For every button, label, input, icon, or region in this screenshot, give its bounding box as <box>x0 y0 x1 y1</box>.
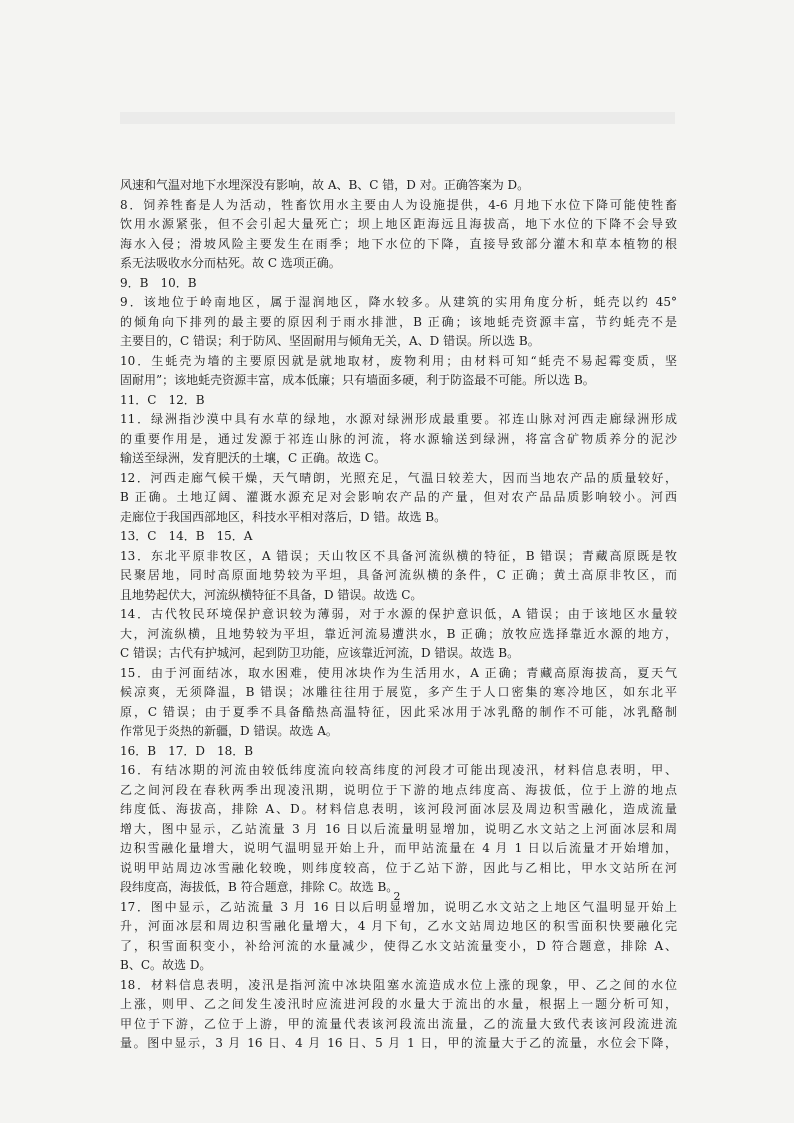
text-line: 上涨，则甲、乙之间发生凌汛时应流进河段的水量大于流出的水量，根据上一题分析可知， <box>120 997 677 1011</box>
text-line: 输送至绿洲，发育肥沃的土壤，C 正确。故选 C。 <box>120 451 386 465</box>
text-line: 14．古代牧民环境保护意识较为薄弱，对于水源的保护意识低，A 错误；由于该地区水量较 <box>120 607 677 621</box>
text-line: 作常见于炎热的新疆，D 错误。故选 A。 <box>120 724 338 738</box>
text-line: 11．绿洲指沙漠中具有水草的绿地，水源对绿洲形成最重要。祁连山脉对河西走廊绿洲形成 <box>120 412 677 426</box>
text-line: 10．生蚝壳为墙的主要原因就是就地取材，废物利用；由材料可知“蚝壳不易起霉变质，坚 <box>120 353 677 368</box>
text-line: 纬度低、海拔高，排除 A、D。材料信息表明，该河段河面冰层及周边积雪融化，造成流量 <box>120 802 677 816</box>
text-line: 乙之间河段在春秋两季出现凌汛期，说明位于下游的地点纬度高、海拔低，位于上游的地点 <box>120 782 677 797</box>
text-line: B、C。故选 D。 <box>120 958 212 972</box>
text-line: 16．有结冰期的河流由较低纬度流向较高纬度的河段才可能出现凌汛，材料信息表明，甲、 <box>120 763 677 777</box>
answer-explanation-text <box>120 176 677 1054</box>
text-line: C 错误；古代有护城河，起到防卫功能，应该靠近河流，D 错误。故选 B。 <box>120 646 520 660</box>
text-line: 系无法吸收水分而枯死。故 C 选项正确。 <box>120 256 341 270</box>
text-line: B 正确。土地辽阔、灌溉水源充足对会影响农产品的产量，但对农产品品质影响较小。河西 <box>120 490 677 504</box>
text-line: 了，积雪面积变小，补给河流的水量减少，使得乙水文站流量变小，D 符合题意，排除 A、 <box>120 938 677 953</box>
text-line: 饮用水源紧张，但不会引起大量死亡；坝上地区距海远且海拔高，地下水位的下降不会导致 <box>120 217 677 231</box>
text-line: 9．B 10．B <box>120 275 197 290</box>
text-line: 16．B 17．D 18．B <box>120 743 254 758</box>
text-line: 9．该地位于岭南地区，属于湿润地区，降水较多。从建筑的实用角度分析，蚝壳以约 45° <box>120 295 677 309</box>
text-line: 大，河流纵横，且地势较为平坦，靠近河流易遭洪水，B 正确；放牧应选择靠近水源的地方， <box>120 626 677 641</box>
text-line: 18．材料信息表明，凌汛是指河流中冰块阻塞水流造成水位上涨的现象，甲、乙之间的水位 <box>120 977 677 992</box>
text-line: 主要目的，C 错误；利于防风、坚固耐用与倾角无关，A、D 错误。所以选 B。 <box>120 334 540 348</box>
text-line: 走廊位于我国西部地区，科技水平相对落后，D 错。故选 B。 <box>120 509 447 524</box>
text-line: 甲位于下游，乙位于上游，甲的流量代表该河段流出流量，乙的流量大致代表该河段流进流 <box>120 1016 677 1031</box>
text-line: 候凉爽，无须降温，B 错误；冰雕往往用于展览，多产生于人口密集的寒冷地区，如东北平 <box>120 685 677 699</box>
text-line: 量。图中显示，3 月 16 日、4 月 16 日、5 月 1 日，甲的流量大于乙的流量，水位会下降， <box>120 1036 677 1050</box>
page-number: 2 <box>393 890 401 903</box>
text-line: 8．饲养牲畜是人为活动，牲畜饮用水主要由人为设施提供，4-6 月地下水位下降可能使牲畜 <box>120 197 677 212</box>
text-line: 风速和气温对地下水埋深没有影响，故 A、B、C 错，D 对。正确答案为 D。 <box>120 178 530 192</box>
text-line: 升，河面冰层和周边积雪融化量增大，4 月下旬，乙水文站周边地区的积雪面积快要融化完 <box>120 919 677 933</box>
page-top-shadow <box>120 112 675 124</box>
text-line: 且地势起伏大，河流纵横特征不具备，D 错误。故选 C。 <box>120 587 423 602</box>
text-line: 增大，图中显示，乙站流量 3 月 16 日以后流量明显增加，说明乙水文站之上河面冰层和周 <box>120 821 677 836</box>
text-line: 原，C 错误；由于夏季不具备酷热高温特征，因此采冰用于冰乳酪的制作不可能，冰乳酪制 <box>120 704 677 719</box>
text-line: 段纬度高，海拔低，B 符合题意，排除 C。故选 B。 <box>120 880 399 894</box>
text-line: 13．东北平原非牧区，A 错误；天山牧区不具备河流纵横的特征，B 错误；青藏高原既是牧 <box>120 548 677 563</box>
text-line: 边积雪融化量增大，说明气温明显开始上升，而甲站流量在 4 月 1 日以后流量才开始增加， <box>120 841 677 855</box>
text-line: 17．图中显示，乙站流量 3 月 16 日以后明显增加，说明乙水文站之上地区气温明显开始上 <box>120 899 677 914</box>
text-line: 海水入侵；滑坡风险主要发生在雨季；地下水位的下降，直接导致部分灌木和草本植物的根 <box>120 236 677 251</box>
text-line: 12．河西走廊气候干燥，天气晴朗，光照充足，气温日较差大，因而当地农产品的质量较好， <box>120 470 677 485</box>
text-line: 13．C 14．B 15．A <box>120 529 253 543</box>
text-line: 15．由于河面结冰，取水困难，使用冰块作为生活用水，A 正确；青藏高原海拔高，夏天气 <box>120 665 677 680</box>
text-line: 的重要作用是，通过发源于祁连山脉的河流，将水源输送到绿洲，将富含矿物质养分的泥沙 <box>120 431 677 446</box>
text-line: 11．C 12．B <box>120 392 205 407</box>
text-line: 说明甲站周边冰雪融化较晚，则纬度较高，位于乙站下游，因此与乙相比，甲水文站所在河 <box>120 860 677 875</box>
text-line: 固耐用”；该地蚝壳资源丰富，成本低廉；只有墙面多硬，利于防盗最不可能。所以选 B。 <box>120 373 595 387</box>
text-line: 的倾角向下排列的最主要的原因利于雨水排泄，B 正确；该地蚝壳资源丰富，节约蚝壳不是 <box>120 314 677 329</box>
text-line: 民聚居地，同时高原面地势较为平坦，具备河流纵横的条件，C 正确；黄土高原非牧区，而 <box>120 568 677 582</box>
